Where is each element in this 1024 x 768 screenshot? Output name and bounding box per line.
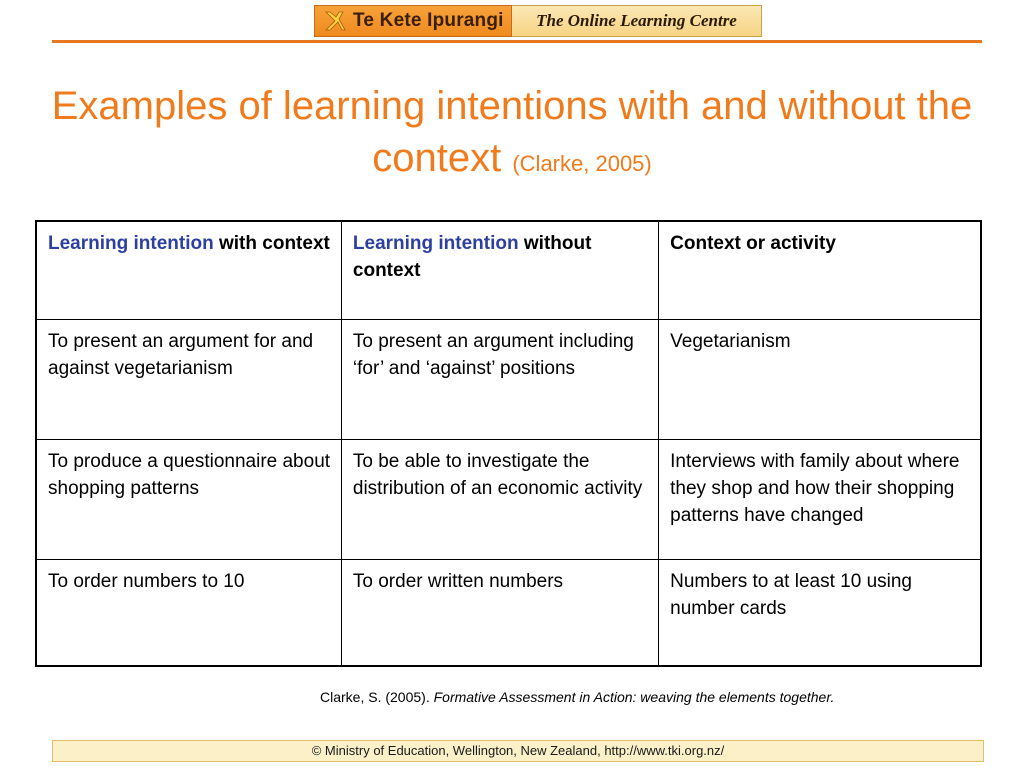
- table-header-row: [36, 221, 981, 319]
- header-text: with context: [213, 233, 330, 254]
- learning-intentions-table: [35, 220, 982, 667]
- table-row: [36, 559, 981, 666]
- banner-right-text: The Online Learning Centre: [536, 11, 737, 30]
- table-cell: To order written numbers: [341, 559, 658, 666]
- header-cell: [659, 221, 981, 319]
- table-cell: To produce a questionnaire about shopping patterns: [36, 439, 341, 559]
- header-highlight: Learning intention: [48, 233, 214, 254]
- table-cell: Interviews with family about where they shop and how their shopping patterns have changed: [659, 439, 981, 559]
- table-row: [36, 439, 981, 559]
- reference-plain: Clarke, S. (2005).: [320, 689, 434, 705]
- reference-title: Formative Assessment in Action: weaving the elements together.: [433, 689, 835, 705]
- table-row: [36, 319, 981, 439]
- header-text: Context or activity: [670, 233, 836, 254]
- banner-left-text: Te Kete Ipurangi: [353, 10, 504, 31]
- page-title: [40, 80, 984, 190]
- table-cell: Numbers to at least 10 using number cards: [659, 559, 981, 666]
- table-cell: To be able to investigate the distribution of an economic activity: [341, 439, 658, 559]
- header-cell: [341, 221, 658, 319]
- table-cell: To present an argument for and against vegetarianism: [36, 319, 341, 439]
- title-citation: (Clarke, 2005): [512, 151, 652, 176]
- header-highlight: Learning intention: [352, 233, 519, 254]
- reference-citation: [320, 689, 834, 705]
- header-cell: [36, 221, 341, 319]
- table-cell: To present an argument including ‘for’ and ‘against’ positions: [341, 319, 658, 439]
- copyright-footer[interactable]: [52, 740, 984, 762]
- table-cell: To order numbers to 10: [36, 559, 341, 666]
- banner-tki[interactable]: [314, 5, 512, 37]
- banner-olc[interactable]: [512, 5, 762, 37]
- site-banner[interactable]: [314, 5, 762, 37]
- footer-text: © Ministry of Education, Wellington, New Zealand, http://www.tki.org.nz/: [311, 743, 725, 758]
- table-cell: Vegetarianism: [659, 319, 981, 439]
- title-main: Examples of learning intentions with and without the context: [51, 84, 973, 180]
- star-swoosh-icon: [321, 8, 347, 34]
- header-text: without context: [352, 233, 592, 281]
